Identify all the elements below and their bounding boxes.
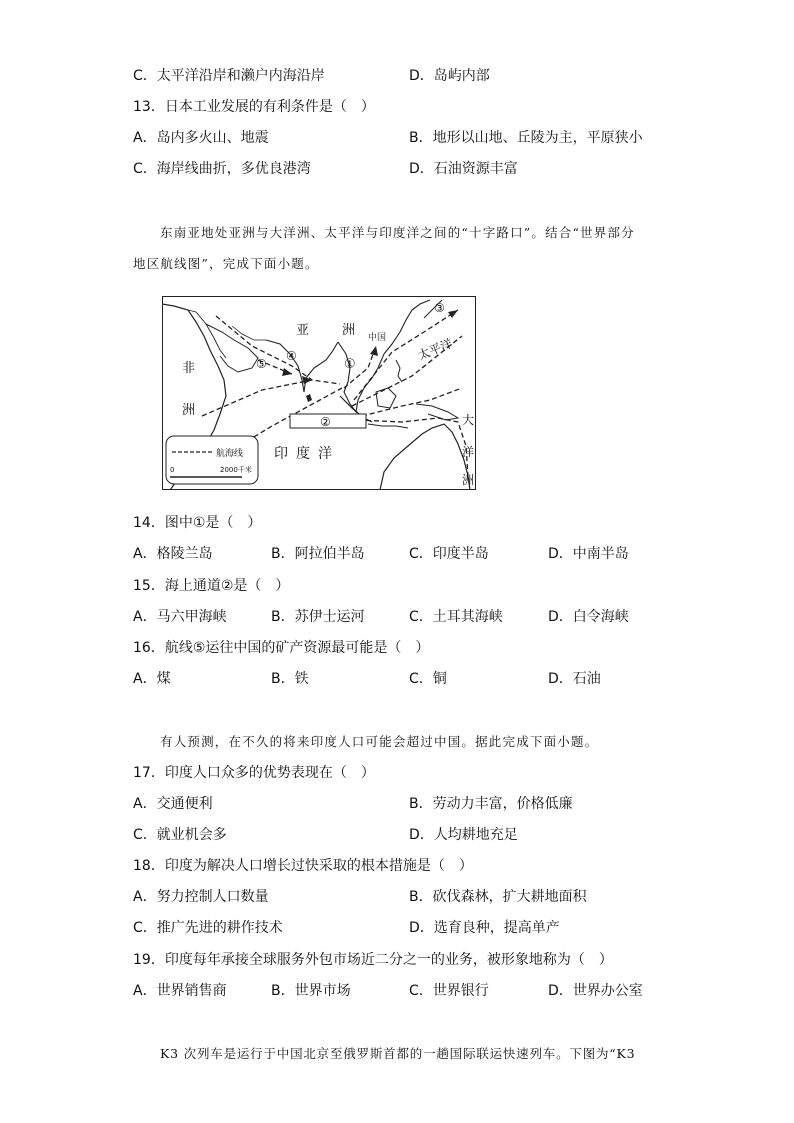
q19-option-d: D．世界办公室 [548,983,643,999]
q16-option-b: B．铁 [271,671,309,687]
label-asia-2: 洲 [342,323,356,338]
label-indian-ocean: 印度洋 [274,446,340,462]
label-oceania-1: 大 [462,413,475,427]
q15-option-d: D．白令海峡 [548,609,629,625]
marker-4: ④ [286,349,297,363]
q19-option-c: C．世界银行 [409,983,489,999]
q13-option-d: D．石油资源丰富 [409,161,518,177]
label-oceania-3: 洲 [462,473,475,487]
passage-2: 有人预测，在不久的将来印度人口可能会超过中国。据此完成下面小题。 [160,734,599,749]
q14-option-d: D．中南半岛 [548,546,629,562]
q17-option-d: D．人均耕地充足 [409,827,518,843]
q15-option-b: B．苏伊士运河 [271,609,365,625]
q12-option-d: D．岛屿内部 [409,68,490,84]
q14-option-b: B．阿拉伯半岛 [271,546,365,562]
route-map [162,296,476,490]
passage-1-line-1: 东南亚地处亚洲与大洋洲、太平洋与印度洋之间的“十字路口”。结合“世界部分 [160,225,635,240]
q15-option-c: C．土耳其海峡 [409,609,503,625]
q18-stem: 18．印度为解决人口增长过快采取的根本措施是（ ） [133,858,473,874]
label-asia-1: 亚 [296,323,310,338]
marker-5: ⑤ [256,357,267,371]
q17-option-a: A．交通便利 [133,796,213,812]
label-africa-1: 非 [182,361,196,376]
q17-option-c: C．就业机会多 [133,827,227,843]
q18-option-d: D．选育良种，提高单产 [409,920,560,936]
q14-option-c: C．印度半岛 [409,546,489,562]
label-africa-2: 洲 [182,403,196,418]
q19-option-b: B．世界市场 [271,983,351,999]
q13-option-c: C．海岸线曲折，多优良港湾 [133,161,311,177]
q17-option-b: B．劳动力丰富，价格低廉 [409,796,573,812]
q18-option-a: A．努力控制人口数量 [133,889,269,905]
legend-route-label: 航海线 [216,449,244,459]
q15-option-a: A．马六甲海峡 [133,609,227,625]
q18-option-b: B．砍伐森林，扩大耕地面积 [409,889,587,905]
scale-end: 2000千米 [220,466,252,474]
q17-stem: 17．印度人口众多的优势表现在（ ） [133,765,375,781]
q14-option-a: A．格陵兰岛 [133,546,213,562]
passage-3: K3 次列车是运行于中国北京至俄罗斯首都的一趟国际联运快速列车。下图为“K3 [160,1046,636,1061]
q16-option-d: D．石油 [548,671,601,687]
q13-stem: 13．日本工业发展的有利条件是（ ） [133,99,375,115]
passage-1-line-2: 地区航线图”，完成下面小题。 [133,256,319,271]
q19-option-a: A．世界销售商 [133,983,227,999]
q16-option-a: A．煤 [133,671,171,687]
q13-option-b: B．地形以山地、丘陵为主，平原狭小 [409,130,643,146]
q12-option-c: C．太平洋沿岸和濑户内海沿岸 [133,68,325,84]
q16-option-c: C．铜 [409,671,447,687]
scale-zero: 0 [170,466,175,474]
q13-option-a: A．岛内多火山、地震 [133,130,269,146]
label-china: 中国 [368,333,387,343]
q15-stem: 15．海上通道②是（ ） [133,578,290,594]
label-oceania-2: 洋 [462,445,475,459]
q16-stem: 16．航线⑤运往中国的矿产资源最可能是（ ） [133,640,430,656]
q18-option-c: C．推广先进的耕作技术 [133,920,283,936]
label-pacific: 太平洋 [415,336,455,363]
q14-stem: 14．图中①是（ ） [133,515,262,531]
marker-2: ② [320,415,331,429]
marker-3: ③ [434,301,445,315]
marker-1: ① [344,357,356,372]
q19-stem: 19．印度每年承接全球服务外包市场近二分之一的业务，被形象地称为（ ） [133,952,613,968]
